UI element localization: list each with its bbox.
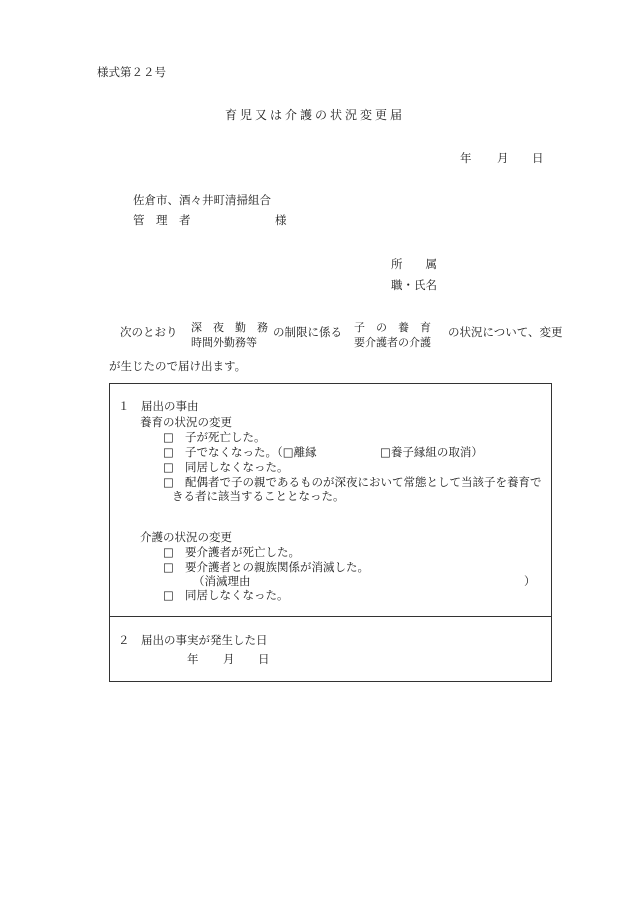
option-overtime-work: 時間外勤務等: [191, 336, 257, 349]
adoption-cancel-text: □養子縁組の取消）: [380, 445, 483, 459]
care-not-cohabiting-text: 同居しなくなった。: [185, 588, 289, 602]
form-number: 様式第２２号: [97, 65, 166, 79]
addressee-manager: [133, 213, 287, 227]
occurrence-day-label: 日: [258, 652, 270, 666]
reason-box: [109, 383, 552, 682]
kinship-ended-text: 要介護者との親族関係が消滅した。: [185, 560, 369, 574]
occurrence-month-label: 月: [223, 652, 235, 666]
affiliation-label: 所 属: [391, 257, 437, 271]
statement-continuation: が生じたので届け出ます。: [109, 359, 247, 373]
option-childcare: 子 の 養 育: [354, 321, 431, 334]
checkbox-icon[interactable]: □: [163, 460, 174, 474]
spouse-caregiver-text: 配偶者で子の親であるものが深夜において常態として当該子を養育で: [185, 475, 542, 489]
statement-middle: の制限に係る: [273, 325, 342, 339]
care-type-options: [354, 320, 431, 350]
checkbox-icon[interactable]: □: [163, 560, 174, 574]
not-cohabiting-text: 同居しなくなった。: [185, 460, 289, 474]
month-label: 月: [497, 151, 509, 165]
childcare-heading: 養育の状況の変更: [140, 415, 232, 429]
child-died-text: 子が死亡した。: [185, 430, 266, 444]
honorific: 様: [275, 213, 287, 227]
checkbox-icon[interactable]: □: [163, 588, 174, 602]
section1-heading: １ 届出の事由: [118, 399, 199, 413]
statement-prefix: 次のとおり: [120, 325, 178, 339]
occurrence-year-label: 年: [187, 652, 199, 666]
option-night-work: 深 夜 勤 務: [191, 321, 268, 334]
checkbox-icon[interactable]: □: [163, 545, 174, 559]
nursing-heading: 介護の状況の変更: [140, 530, 232, 544]
document-title: 育児又は介護の状況変更届: [224, 108, 405, 122]
checkbox-icon[interactable]: □: [163, 430, 174, 444]
day-label: 日: [532, 151, 544, 165]
year-label: 年: [460, 151, 472, 165]
no-longer-child-text: 子でなくなった。（□離縁: [185, 445, 317, 459]
work-limit-options: [191, 320, 268, 350]
section-divider: [110, 616, 551, 617]
name-label: 職・氏名: [391, 278, 437, 292]
section2-heading: ２ 届出の事実が発生した日: [118, 633, 268, 647]
checkbox-icon[interactable]: □: [163, 475, 174, 489]
checkbox-icon[interactable]: □: [163, 445, 174, 459]
option-nursing-care: 要介護者の介護: [354, 336, 431, 349]
extinction-reason-label: （消滅理由: [193, 574, 251, 588]
manager-label: 管 理 者: [133, 213, 191, 227]
spouse-caregiver-text-cont: きる者に該当することとなった。: [172, 489, 345, 503]
care-recipient-died-text: 要介護者が死亡した。: [185, 545, 300, 559]
extinction-reason-close: ）: [524, 574, 536, 588]
addressee-org: 佐倉市、酒々井町清掃組合: [133, 193, 271, 207]
statement-suffix: の状況について、変更: [448, 325, 563, 339]
